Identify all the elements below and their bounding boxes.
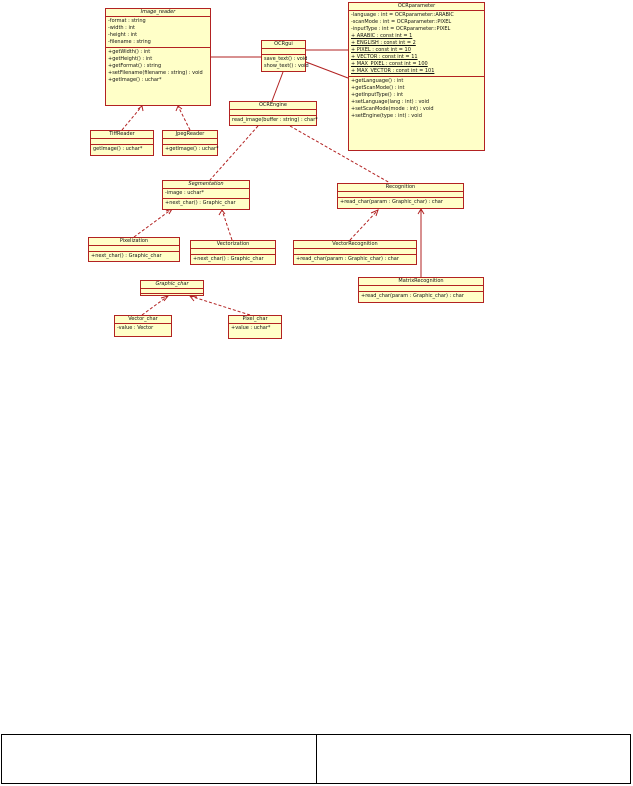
class-jpegreader xyxy=(162,130,218,156)
class-title: Recognition xyxy=(338,184,463,192)
method: +setLanguage(lang : int) : void xyxy=(351,99,430,105)
methods-section xyxy=(106,48,210,85)
method: +getLanguage() : int xyxy=(351,78,404,84)
attributes-section xyxy=(106,17,210,48)
class-title: MatrixRecognition xyxy=(359,278,483,286)
static-attribute: + ARABIC : const int = 1 xyxy=(351,33,413,39)
attribute: -scanMode : int = OCRparameter::PIXEL xyxy=(351,19,452,25)
method: +getImage() : uchar* xyxy=(108,77,162,83)
attribute: -value : Vector xyxy=(117,325,154,331)
class-segmentation xyxy=(162,180,250,210)
methods-section xyxy=(191,255,275,264)
class-title: VectorRecognition xyxy=(294,241,416,249)
class-title: JpegReader xyxy=(163,131,217,139)
class-vectorization xyxy=(190,240,276,265)
class-title: Segmentation xyxy=(163,181,249,189)
assoc-gui-parameter-2 xyxy=(306,62,348,78)
class-title: Image_reader xyxy=(106,9,210,17)
attribute: -inputType : int = OCRparameter::PIXEL xyxy=(351,26,451,32)
dep-jpeg-reader xyxy=(178,106,190,130)
methods-section xyxy=(91,145,153,154)
methods-section xyxy=(359,292,483,301)
class-title: OCREngine xyxy=(230,102,316,110)
methods-section xyxy=(141,294,203,298)
class-title: TiffReader xyxy=(91,131,153,139)
static-attribute: + MAX_VECTOR : const int = 101 xyxy=(351,68,435,74)
footer-table xyxy=(1,734,631,784)
arrowhead-icon xyxy=(371,210,378,216)
class-ocrparameter xyxy=(348,2,485,151)
class-image-reader xyxy=(105,8,211,106)
class-ocrengine xyxy=(229,101,317,126)
method: +read_char(param : Graphic_char) : char xyxy=(361,293,464,299)
uml-class-diagram xyxy=(0,0,633,360)
class-ocrgui xyxy=(261,40,309,72)
arrowhead-icon xyxy=(219,210,225,215)
method: +getHeight() : int xyxy=(108,56,153,62)
class-vector-char xyxy=(114,315,172,337)
method: getImage() : uchar* xyxy=(93,146,143,152)
class-title: OCRparameter xyxy=(349,3,484,11)
class-recognition xyxy=(337,183,464,209)
method: +getScanMode() : int xyxy=(351,85,405,91)
members-section xyxy=(229,324,281,333)
methods-section xyxy=(338,198,463,207)
class-title: Graphic_char xyxy=(141,281,203,289)
attribute: +value : uchar* xyxy=(231,325,271,331)
method: +getFormat() : string xyxy=(108,63,162,69)
methods-section xyxy=(163,199,249,208)
method: +next_char() : Graphic_char xyxy=(193,256,264,262)
attribute: -language : int = OCRparameter::ARABIC xyxy=(351,12,454,18)
attributes-section xyxy=(163,189,249,199)
attribute: -format : string xyxy=(108,18,146,24)
method: read_image(buffer : string) : char* xyxy=(232,117,318,123)
dep-vecchar-graphic xyxy=(142,296,168,315)
attribute: -filename : string xyxy=(108,39,151,45)
class-title: Vector_char xyxy=(115,316,171,324)
static-attribute: + VECTOR : const int = 11 xyxy=(351,54,418,60)
methods-section xyxy=(349,77,484,121)
dep-vecrec-recognition xyxy=(350,210,378,240)
method: +next_char() : Graphic_char xyxy=(165,200,236,206)
class-pixelization xyxy=(88,237,180,262)
footer-cell-left xyxy=(2,735,317,784)
method: +getInputType() : int xyxy=(351,92,404,98)
methods-section xyxy=(230,116,316,125)
dep-vector-segmentation xyxy=(222,210,232,240)
method: +getImage() : uchar* xyxy=(165,146,219,152)
dep-pixel-segmentation xyxy=(134,209,172,237)
methods-section xyxy=(294,255,416,264)
methods-section xyxy=(262,55,309,71)
class-title: Pixelization xyxy=(89,238,179,246)
methods-section xyxy=(89,252,179,261)
static-attribute: + MAX_PIXEL : const int = 100 xyxy=(351,61,428,67)
class-pixel-char xyxy=(228,315,282,339)
method: +read_char(param : Graphic_char) : char xyxy=(340,199,443,205)
method: show_text() : void xyxy=(264,63,309,69)
arrowhead-icon xyxy=(176,106,182,111)
footer-row xyxy=(2,735,631,784)
method: save_text() : void xyxy=(264,56,308,62)
attributes-section xyxy=(349,11,484,77)
dep-tiff-reader xyxy=(122,106,142,130)
method: +next_char() : Graphic_char xyxy=(91,253,162,259)
class-graphic-char xyxy=(140,280,204,296)
static-attribute: + ENGLISH : const int = 2 xyxy=(351,40,416,46)
class-tiffreader xyxy=(90,130,154,156)
method: +setFilename(filename : string) : void xyxy=(108,70,203,76)
class-title: Pixel_char xyxy=(229,316,281,324)
methods-section xyxy=(163,145,217,154)
class-title: OCRgui xyxy=(262,41,305,49)
class-vectorrecognition xyxy=(293,240,417,265)
class-title: Vectorization xyxy=(191,241,275,249)
method: +setEngine(type : int) : void xyxy=(351,113,422,119)
method: +read_char(param : Graphic_char) : char xyxy=(296,256,399,262)
method: +getWidth() : int xyxy=(108,49,151,55)
members-section xyxy=(115,324,171,333)
attribute: -width : int xyxy=(108,25,135,31)
static-attribute: + PIXEL : const int = 10 xyxy=(351,47,411,53)
method: +setScanMode(mode : int) : void xyxy=(351,106,434,112)
attribute: -image : uchar* xyxy=(165,190,204,196)
attribute: -height : int xyxy=(108,32,138,38)
footer-cell-right xyxy=(316,735,631,784)
class-matrixrecognition xyxy=(358,277,484,303)
assoc-gui-engine xyxy=(272,72,283,101)
dep-pixchar-graphic xyxy=(190,296,250,315)
